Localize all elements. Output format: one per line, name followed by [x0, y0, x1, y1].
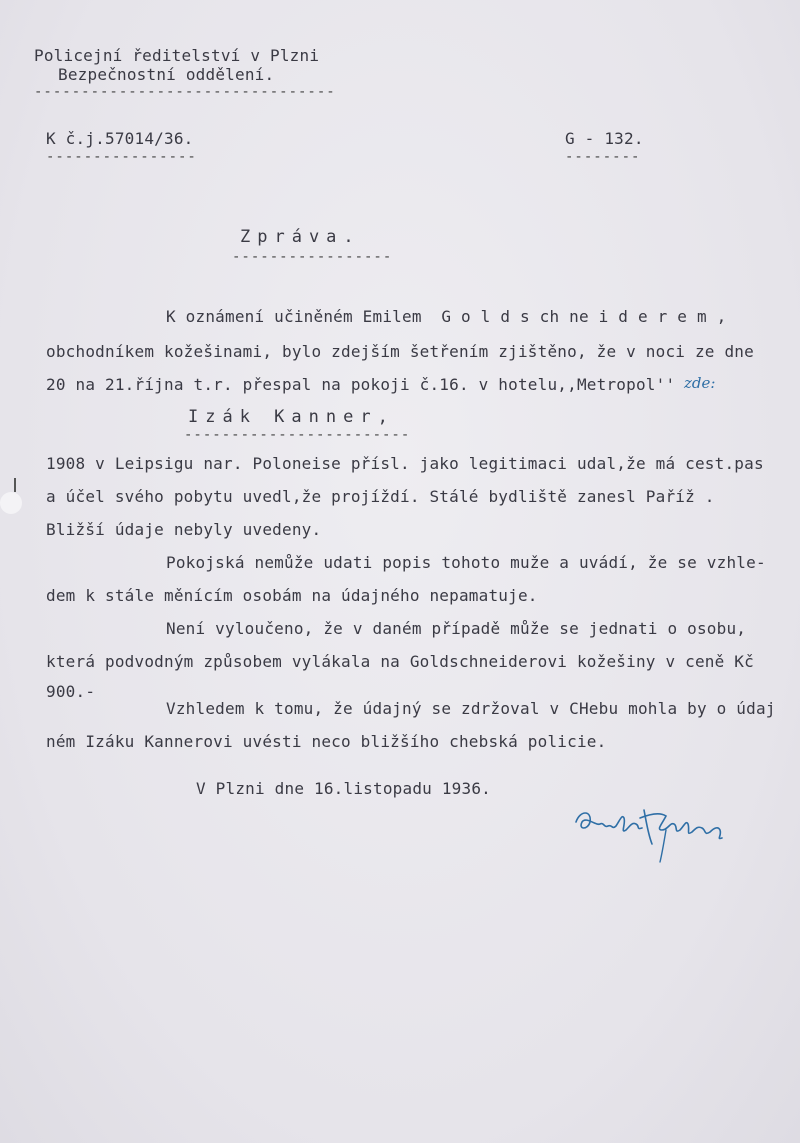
para3-line1: Pokojská nemůže udati popis tohoto muže a uvádí, že se vzhle- — [166, 553, 766, 572]
para1-line1: K oznámení učiněném Emilem G o l d s ch ne i d e r e m , — [166, 307, 727, 326]
para2-line3: Bližší údaje nebyly uvedeny. — [46, 520, 322, 539]
reference-number: K č.j.57014/36. — [46, 129, 194, 148]
para5-line2: ném Izáku Kannerovi uvésti neco bližšího chebská policie. — [46, 732, 607, 751]
department-line-1: Policejní ředitelství v Plzni — [34, 46, 320, 65]
para1-line3: 20 na 21.října t.r. přespal na pokoji č.16. v hotelu,,Metropol'' — [46, 375, 676, 394]
file-code-underline: -------- — [565, 149, 641, 165]
handwritten-signature — [570, 800, 740, 870]
para1-line2: obchodníkem kožešinami, bylo zdejším šetřením zjištěno, že v noci ze dne — [46, 342, 754, 361]
para4-line3: 900.- — [46, 682, 96, 701]
suspect-name: Izák Kanner, — [188, 407, 395, 427]
suspect-name-underline: ------------------------ — [184, 427, 411, 443]
reference-underline: ---------------- — [46, 149, 197, 165]
handwritten-annotation: zde: — [684, 374, 716, 392]
file-code: G - 132. — [565, 129, 644, 148]
para4-line2: která podvodným způsobem vylákala na Goldschneiderovi kožešiny v ceně Kč — [46, 652, 754, 671]
para3-line2: dem k stále měnícím osobám na údajného nepamatuje. — [46, 586, 538, 605]
para2-line2: a účel svého pobytu uvedl,že projíždí. Stálé bydliště zanesl Paříž . — [46, 487, 715, 506]
place-and-date: V Plzni dne 16.listopadu 1936. — [196, 779, 491, 798]
para4-line1: Není vyloučeno, že v daném případě může se jednati o osobu, — [166, 619, 747, 638]
department-underline: -------------------------------- — [34, 84, 336, 100]
punch-hole — [0, 492, 22, 514]
report-title-underline: ----------------- — [232, 249, 393, 265]
report-title: Zpráva. — [240, 227, 361, 247]
department-line-2: Bezpečnostní oddělení. — [58, 65, 275, 84]
para2-line1: 1908 v Leipsigu nar. Poloneise přísl. jako legitimaci udal,že má cest.pas — [46, 454, 764, 473]
para5-line1: Vzhledem k tomu, že údajný se zdržoval v CHebu mohla by o údaj — [166, 699, 776, 718]
margin-mark — [14, 478, 20, 492]
